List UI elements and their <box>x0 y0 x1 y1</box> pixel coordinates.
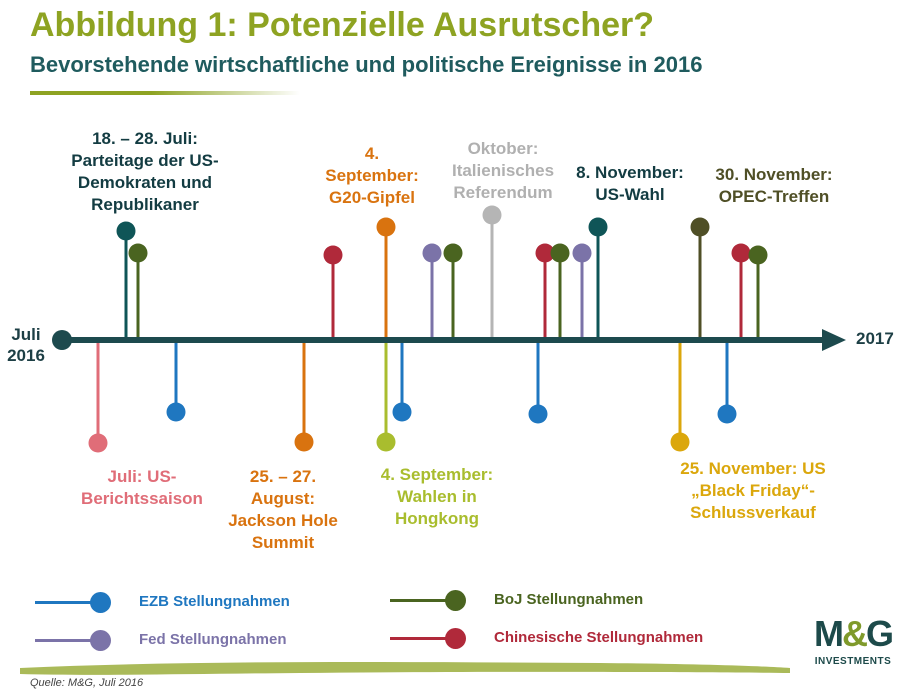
stem-parteitage-dot <box>117 222 136 241</box>
stem-boj-dot <box>551 244 570 263</box>
legend-label: BoJ Stellungnahmen <box>494 591 644 608</box>
logo-m: M <box>813 613 842 654</box>
stem-berichtssaison-dot <box>89 434 108 453</box>
legend-label: EZB Stellungnahmen <box>139 593 290 610</box>
legend-line <box>35 639 95 642</box>
legend-item-boj <box>390 586 710 616</box>
event-label-black-friday: 25. November: US „Black Friday“- Schlussverkauf <box>680 459 826 522</box>
timeline-arrowhead <box>822 329 846 351</box>
legend-line <box>35 601 95 604</box>
stem-boj-dot <box>749 246 768 265</box>
legend-line <box>390 637 450 640</box>
stem-china-dot <box>324 246 343 265</box>
source-note: Quelle: M&G, Juli 2016 <box>30 677 144 689</box>
stem-ezb-dot <box>167 403 186 422</box>
mg-investments-logo <box>794 614 912 676</box>
stem-boj-dot <box>129 244 148 263</box>
stem-ezb-dot <box>529 405 548 424</box>
legend-label: Fed Stellungnahmen <box>139 631 287 648</box>
event-label-berichtssaison: Juli: US- Berichtssaison <box>81 467 203 508</box>
stem-us-wahl-dot <box>589 218 608 237</box>
stem-fed-dot <box>573 244 592 263</box>
stem-ezb-dot <box>718 405 737 424</box>
event-label-parteitage: 18. – 28. Juli: Parteitage der US- Demokraten und Republikaner <box>71 129 219 214</box>
legend-item-ezb <box>35 588 335 618</box>
stem-jackson-hole-dot <box>295 433 314 452</box>
stem-opec-dot <box>691 218 710 237</box>
stem-black-friday-dot <box>671 433 690 452</box>
legend-label: Chinesische Stellungnahmen <box>494 629 704 646</box>
legend-line <box>390 599 450 602</box>
stem-boj-dot <box>444 244 463 263</box>
stem-ezb-dot <box>393 403 412 422</box>
legend-item-fed <box>35 626 335 656</box>
logo-g: G <box>865 613 892 654</box>
stem-china-dot <box>732 244 751 263</box>
stem-referendum-dot <box>483 206 502 225</box>
logo-subtitle: INVESTMENTS <box>814 656 892 667</box>
stem-hongkong-dot <box>377 433 396 452</box>
event-label-g20: 4. September: G20-Gipfel <box>325 144 419 207</box>
page-title: Abbildung 1: Potenzielle Ausrutscher? <box>30 6 655 44</box>
event-label-jackson-hole: 25. – 27. August: Jackson Hole Summit <box>228 467 338 552</box>
event-label-hongkong: 4. September: Wahlen in Hongkong <box>380 465 494 528</box>
axis-start-label: Juli 2016 <box>7 325 45 365</box>
event-label-referendum: Oktober: Italienisches Referendum <box>451 139 555 202</box>
logo-wordmark <box>794 614 912 654</box>
legend-dot <box>445 628 466 649</box>
logo-ampersand: & <box>841 613 866 654</box>
page-subtitle: Bevorstehende wirtschaftliche und politische Ereignisse in 2016 <box>30 52 703 77</box>
legend-item-china <box>390 624 730 654</box>
event-label-opec: 30. November: OPEC-Treffen <box>715 165 833 206</box>
stem-g20-dot <box>377 218 396 237</box>
legend-dot <box>445 590 466 611</box>
timeline-start-dot <box>52 330 72 350</box>
stem-fed-dot <box>423 244 442 263</box>
event-label-us-wahl: 8. November: US-Wahl <box>576 163 684 204</box>
legend-dot <box>90 630 111 651</box>
axis-end-label: 2017 <box>856 329 894 348</box>
legend-dot <box>90 592 111 613</box>
